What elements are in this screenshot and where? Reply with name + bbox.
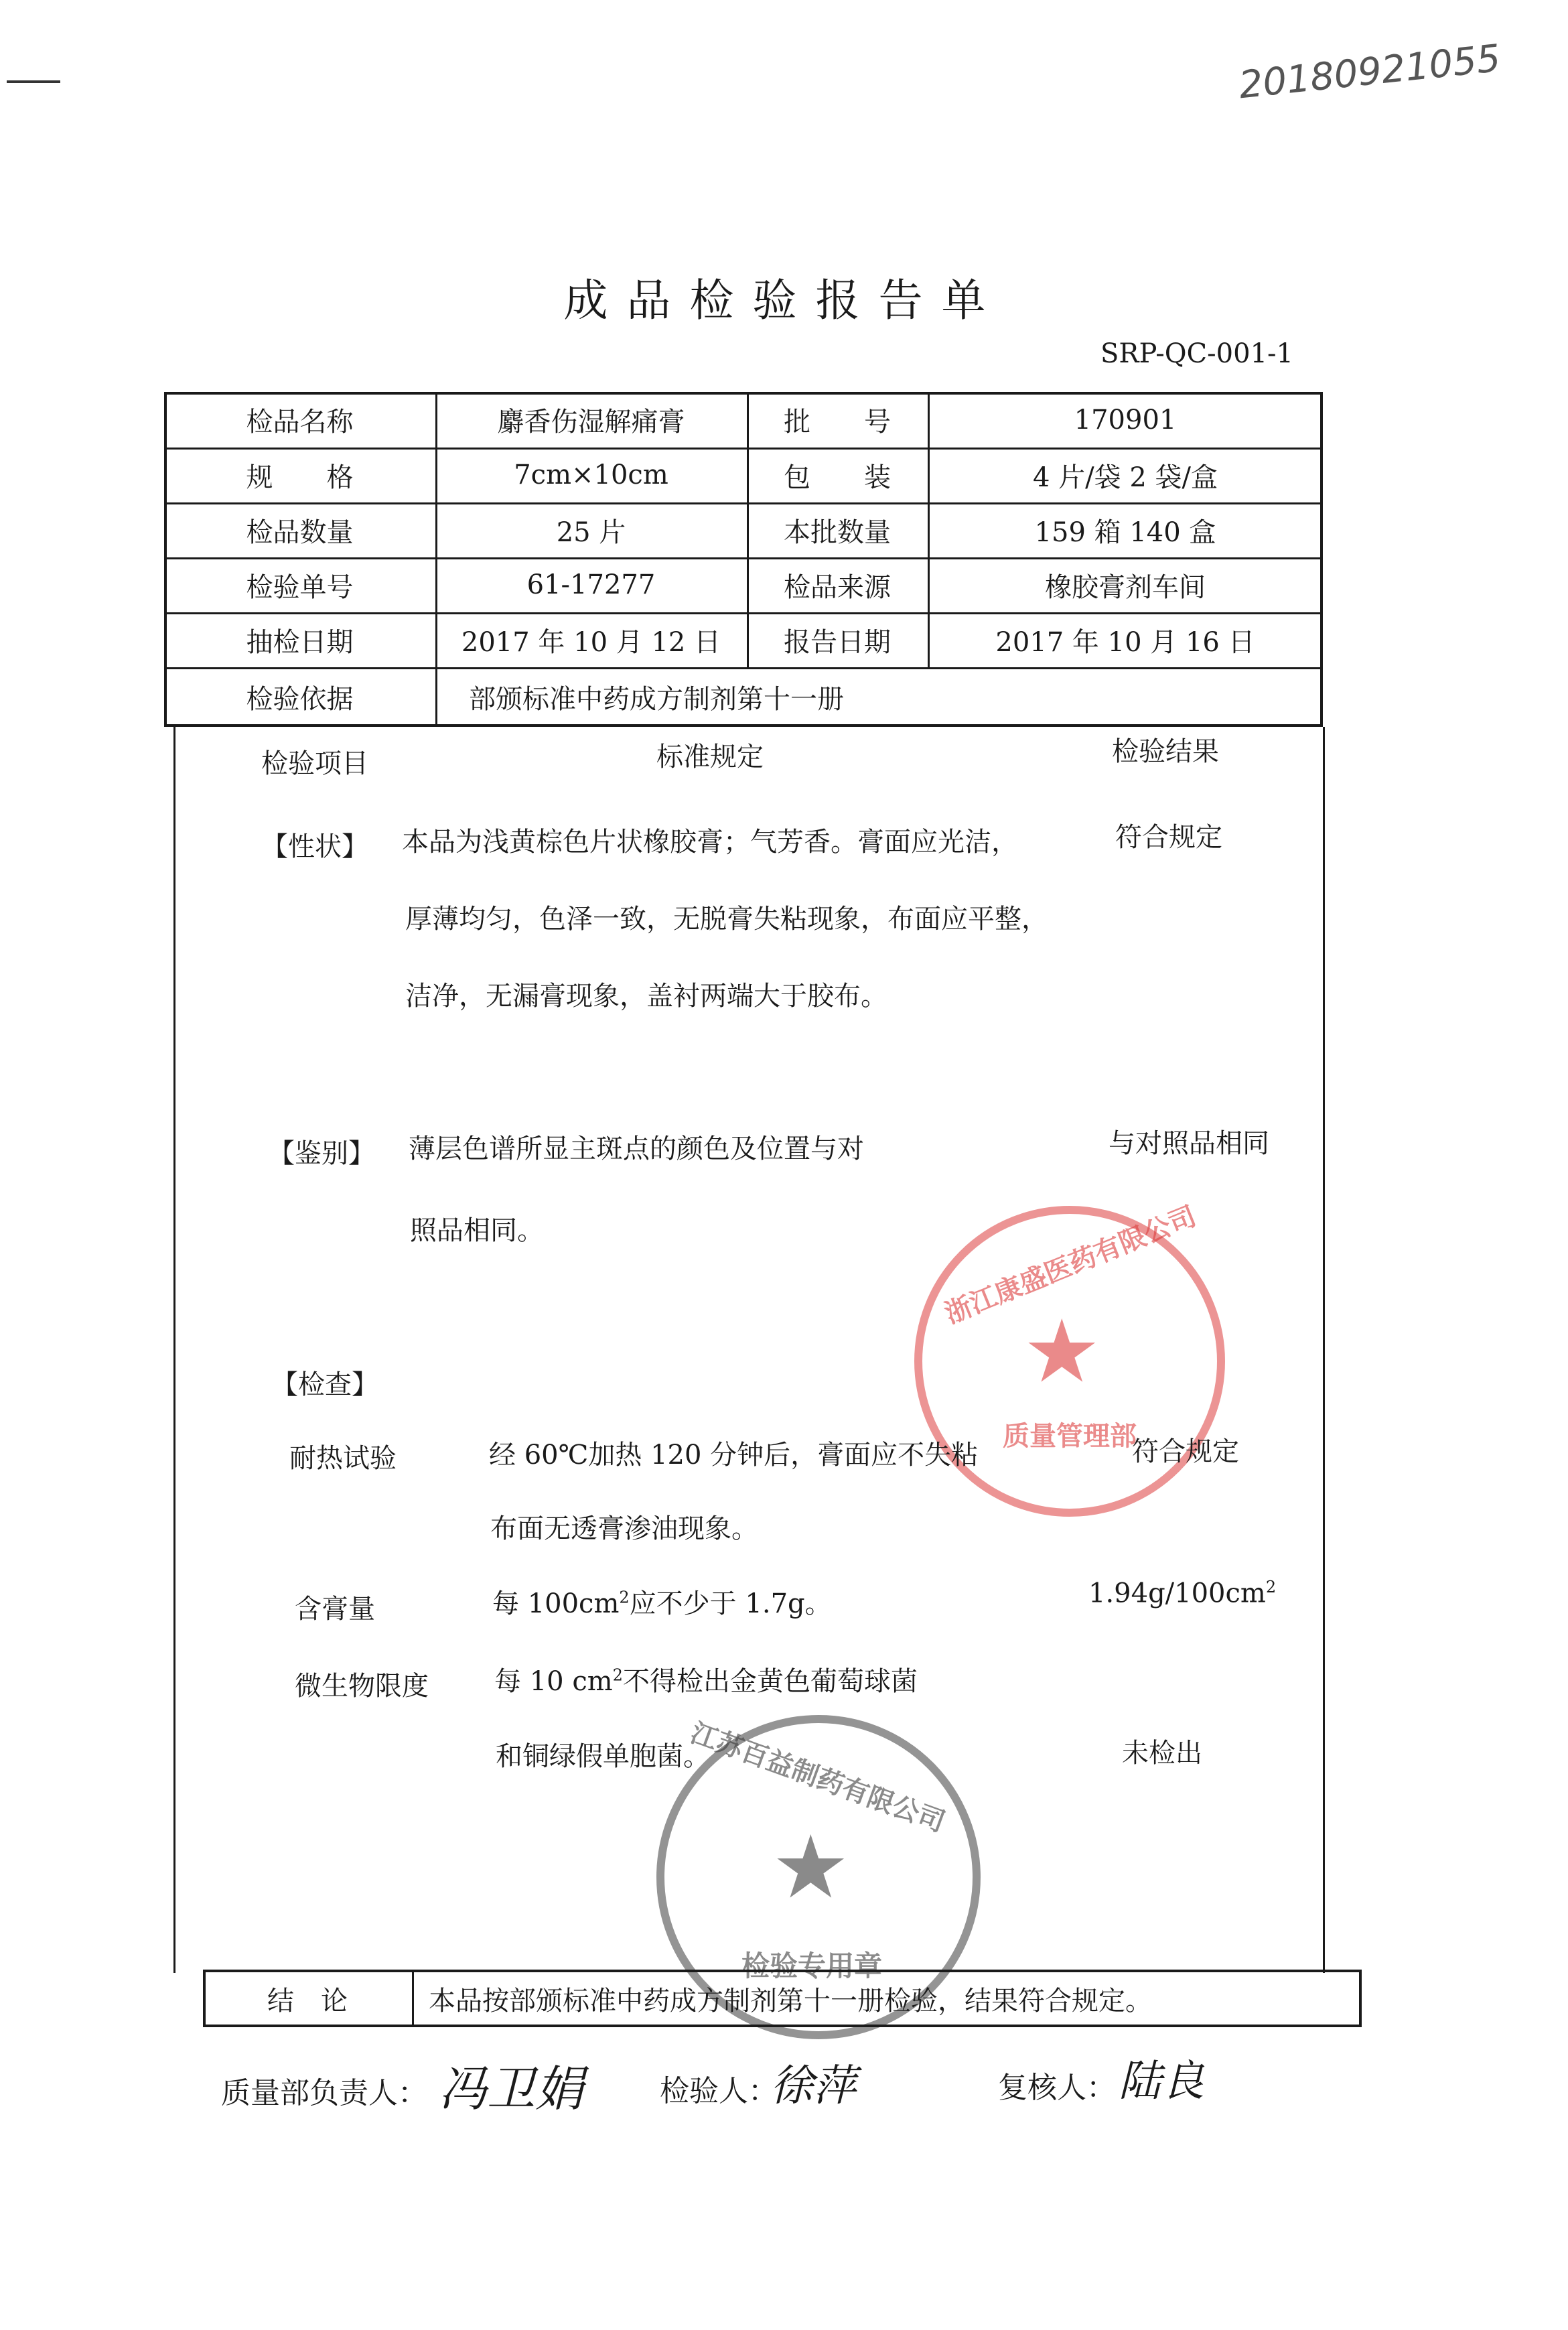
content-result: $1.94g/100cm^2$ bbox=[1088, 1578, 1277, 1609]
batch-qty-label: 本批数量 bbox=[784, 517, 891, 548]
conclusion-text: 本品按部颁标准中药成方制剂第十一册检验，结果符合规定。 bbox=[429, 1985, 1152, 2016]
seal-ring-text: 浙江康盛医药有限公司 bbox=[940, 1200, 1201, 1330]
micro-line2: 和铜绿假单胞菌。 bbox=[496, 1741, 710, 1772]
content-standard: 每 $100cm^2$应不少于 1.7g。 bbox=[492, 1588, 832, 1619]
col-result: 检验结果 bbox=[1112, 736, 1219, 767]
source-value: 橡胶膏剂车间 bbox=[1045, 571, 1206, 603]
report-title: 成品检验报告单 bbox=[563, 275, 1005, 326]
heat-label: 耐热试验 bbox=[289, 1443, 397, 1474]
name-label: 检品名称 bbox=[246, 407, 354, 437]
micro-result: 未检出 bbox=[1122, 1738, 1202, 1769]
pack-label: 包 装 bbox=[784, 462, 891, 493]
batch-value: 170901 bbox=[1074, 404, 1177, 435]
jianbie-result: 与对照品相同 bbox=[1109, 1128, 1269, 1159]
source-label: 检品来源 bbox=[784, 571, 891, 603]
seal-star-icon: ★ bbox=[1023, 1300, 1101, 1402]
batch-qty-value: 159 箱 140 盒 bbox=[1034, 517, 1216, 548]
qa-label: 质量部负责人： bbox=[221, 2076, 427, 2110]
xingzhuang-line2: 厚薄均匀，色泽一致，无脱膏失粘现象，布面应平整， bbox=[405, 904, 1048, 935]
sample-date-value: 2017 年 10 月 12 日 bbox=[461, 626, 721, 658]
xingzhuang-line3: 洁净，无漏膏现象，盖衬两端大于胶布。 bbox=[405, 981, 887, 1012]
micro-line1: 每 10 $cm^2$不得检出金黄色葡萄球菌 bbox=[494, 1665, 918, 1697]
col-item: 检验项目 bbox=[261, 748, 368, 779]
xingzhuang-line1: 本品为浅黄棕色片状橡胶膏；气芳香。膏面应光洁， bbox=[402, 827, 1018, 858]
report-date-label: 报告日期 bbox=[784, 626, 891, 658]
spec-value: 7cm×10cm bbox=[514, 460, 668, 490]
corner-note: 20180921055 bbox=[1236, 36, 1503, 108]
basis-value: 部颁标准中药成方制剂第十一册 bbox=[469, 684, 844, 715]
pack-value: 4 片/袋 2 袋/盒 bbox=[1033, 462, 1218, 493]
content-label: 含膏量 bbox=[295, 1594, 375, 1625]
report-date-value: 2017 年 10 月 16 日 bbox=[995, 626, 1255, 658]
qa-signature: 冯卫娟 bbox=[439, 2061, 584, 2117]
heat-line1: 经 60℃加热 120 分钟后，膏面应不失粘 bbox=[489, 1440, 979, 1470]
reviewer-label: 复核人： bbox=[998, 2071, 1116, 2105]
seal-center-text: 检验专用章 bbox=[741, 1949, 883, 1982]
name-value: 麝香伤湿解痛膏 bbox=[497, 407, 685, 437]
jianbie-line2: 照品相同。 bbox=[410, 1215, 544, 1246]
body-right-border bbox=[1323, 727, 1325, 1973]
col-standard: 标准规定 bbox=[656, 742, 764, 772]
micro-label: 微生物限度 bbox=[295, 1671, 429, 1702]
seal-ring-text: 江苏百益制药有限公司 bbox=[686, 1716, 949, 1838]
doc-code: SRP-QC-001-1 bbox=[1100, 338, 1293, 369]
sample-date-label: 抽检日期 bbox=[246, 626, 354, 658]
order-label: 检验单号 bbox=[246, 571, 354, 603]
conclusion-label: 结 论 bbox=[267, 1985, 348, 2016]
inspector-label: 检验人： bbox=[660, 2074, 778, 2108]
batch-label: 批 号 bbox=[784, 407, 891, 437]
jianbie-label: 【鉴别】 bbox=[268, 1138, 375, 1169]
body-left-border bbox=[173, 727, 175, 1973]
seal-center-text: 质量管理部 bbox=[1003, 1420, 1137, 1452]
inspector-signature: 徐萍 bbox=[770, 2061, 856, 2111]
xingzhuang-result: 符合规定 bbox=[1115, 822, 1222, 853]
heat-line2: 布面无透膏渗油现象。 bbox=[490, 1513, 758, 1544]
xingzhuang-label: 【性状】 bbox=[261, 831, 368, 862]
reviewer-signature: 陆良 bbox=[1119, 2057, 1204, 2106]
jianbie-line1: 薄层色谱所显主斑点的颜色及位置与对 bbox=[409, 1134, 864, 1164]
basis-label: 检验依据 bbox=[246, 684, 354, 715]
jiancha-label: 【检查】 bbox=[271, 1369, 378, 1400]
spec-label: 规 格 bbox=[246, 462, 354, 493]
conclusion-col-line bbox=[412, 1970, 414, 2027]
qty-label: 检品数量 bbox=[246, 517, 354, 548]
seal-star-icon: ★ bbox=[772, 1816, 850, 1918]
top-left-mark bbox=[7, 80, 60, 83]
heat-result: 符合规定 bbox=[1132, 1436, 1239, 1467]
qty-value: 25 片 bbox=[556, 517, 626, 548]
order-value: 61-17277 bbox=[526, 569, 656, 600]
